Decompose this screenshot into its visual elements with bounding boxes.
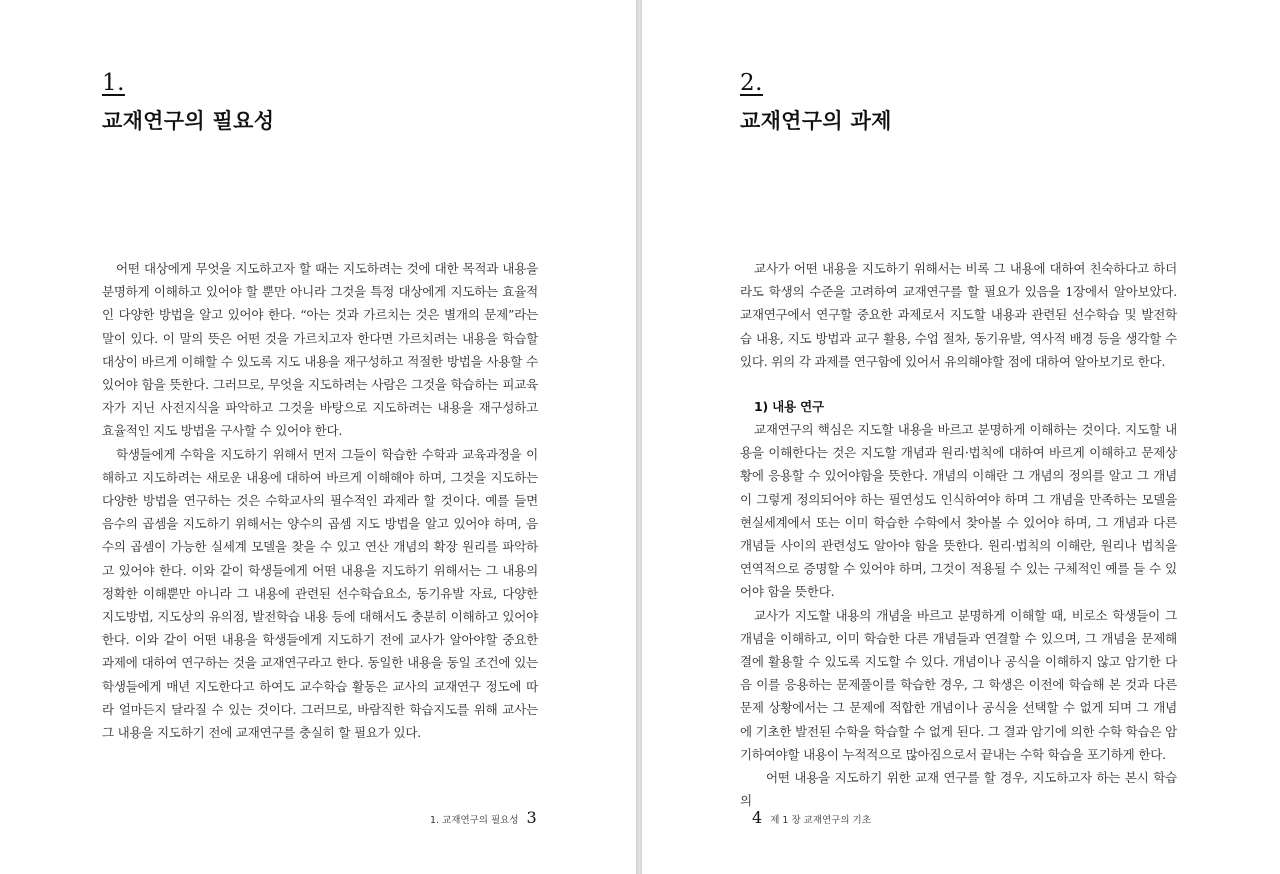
body-text xyxy=(740,257,1177,812)
subsection-title: 1) 내용 연구 xyxy=(754,399,824,415)
section-number: 2. xyxy=(740,70,763,96)
section-number: 1. xyxy=(102,70,125,96)
paragraph: 어떤 내용을 지도하기 위한 교재 연구를 할 경우, 지도하고자 하는 본시 학습의 xyxy=(740,770,1177,809)
paragraph: 교사가 지도할 내용의 개념을 바르고 분명하게 이해할 때, 비로소 학생들이 그 개념을 이해하고, 이미 학습한 다른 개념들과 연결할 수 있으며, 그 개념을 문제해결에 활용할 수 있도록 지도할 수 있다. 개념이나 공식을 이해하지 않고 암기한 다음 이를 응용하는 문제풀이를 학습한 경우, 그 학생은 이전에 학습해 본 것과 다른 문제 상황에서는 그 문제에 적합한 개념이나 공식을 선택할 수 없게 되며 그 개념에 기초한 발전된 수학을 학습할 수 없게 된다. 그 결과 암기에 의한 수학 학습은 암기하여야할 내용이 누적적으로 많아짐으로서 끝내는 수학 학습을 포기하게 한다. xyxy=(740,607,1177,762)
page-number: 3 xyxy=(526,808,537,827)
section-title: 교재연구의 과제 xyxy=(740,108,892,133)
running-head: 1. 교재연구의 필요성 xyxy=(430,815,519,826)
section-title: 교재연구의 필요성 xyxy=(102,108,275,133)
right-page xyxy=(642,0,1280,874)
intro-paragraph: 교사가 어떤 내용을 지도하기 위해서는 비록 그 내용에 대하여 친숙하다고 하더라도 학생의 수준을 고려하여 교재연구를 할 필요가 있음을 1장에서 알아보았다. 교재연구에서 연구할 중요한 과제로서 지도할 내용과 관련된 선수학습 및 발전학습 내용, 지도 방법과 교구 활용, 수업 절차, 동기유발, 역사적 배경 등을 생각할 수 있다. 위의 각 과제를 연구함에 있어서 유의해야할 점에 대하여 알아보기로 한다. xyxy=(740,261,1177,369)
paragraph: 어떤 대상에게 무엇을 지도하고자 할 때는 지도하려는 것에 대한 목적과 내용을 분명하게 이해하고 있어야 할 뿐만 아니라 그것을 특정 대상에게 지도하는 효율적인 다양한 방법을 알고 있어야 한다. “아는 것과 가르치는 것은 별개의 문제”라는 말이 있다. 이 말의 뜻은 어떤 것을 가르치고자 한다면 가르치려는 내용을 학습할 대상이 바르게 이해할 수 있도록 지도 내용을 재구성하고 적절한 방법을 사용할 수 있어야 함을 뜻한다. 그러므로, 무엇을 지도하려는 사람은 그것을 학습하는 피교육자가 지닌 사전지식을 파악하고 그것을 바탕으로 지도하려는 내용을 재구성하고 효율적인 지도 방법을 구사할 수 있어야 한다. xyxy=(102,261,538,439)
left-page xyxy=(0,0,636,874)
body-text xyxy=(102,257,538,744)
page-number: 4 xyxy=(752,808,763,827)
paragraph: 학생들에게 수학을 지도하기 위해서 먼저 그들이 학습한 수학과 교육과정을 이해하고 지도하려는 새로운 내용에 대하여 바르게 이해해야 하며, 그것을 지도하는 다양한 방법을 연구하는 것은 수학교사의 필수적인 과제라 할 것이다. 예를 들면 음수의 곱셈을 지도하기 위해서는 양수의 곱셈 지도 방법을 알고 있어야 하며, 음수의 곱셈이 가능한 실세계 모델을 찾을 수 있고 연산 개념의 확장 원리를 파악하고 있어야 한다. 이와 같이 학생들에게 어떤 내용을 지도하기 위해서는 그 내용의 정확한 이해뿐만 아니라 그 내용에 관련된 선수학습요소, 동기유발 자료, 다양한 지도방법, 지도상의 유의점, 발전학습 내용 등에 대해서도 충분히 이해하고 있어야 한다. 이와 같이 어떤 내용을 학생들에게 지도하기 전에 교사가 알아야할 중요한 과제에 대하여 연구하는 것을 교재연구라고 한다. 동일한 내용을 동일 조건에 있는 학생들에게 매년 지도한다고 하여도 교수학습 활동은 교사의 교재연구 정도에 따라 얼마든지 달라질 수 있는 것이다. 그러므로, 바람직한 학습지도를 위해 교사는 그 내용을 지도하기 전에 교재연구를 충실히 할 필요가 있다. xyxy=(102,446,538,741)
paragraph: 교재연구의 핵심은 지도할 내용을 바르고 분명하게 이해하는 것이다. 지도할 내용을 이해한다는 것은 지도할 개념과 원리·법칙에 대하여 바르게 이해하고 문제상황에 응용할 수 있어야함을 뜻한다. 개념의 이해란 그 개념의 정의를 알고 그 개념이 그렇게 정의되어야 하는 필연성도 인식하여야 하며 그 개념을 만족하는 모델을 현실세계에서 또는 이미 학습한 수학에서 찾아볼 수 있어야 하며, 그 개념과 다른 개념들 사이의 관련성도 알아야 함을 뜻한다. 원리·법칙의 이해란, 원리나 법칙을 연역적으로 증명할 수 있어야 하며, 그것이 적용될 수 있는 구체적인 예를 들 수 있어야 함을 뜻한다. xyxy=(740,422,1177,600)
page-footer xyxy=(430,808,537,827)
running-head: 제 1 장 교재연구의 기초 xyxy=(770,815,871,826)
page-footer xyxy=(752,808,871,827)
